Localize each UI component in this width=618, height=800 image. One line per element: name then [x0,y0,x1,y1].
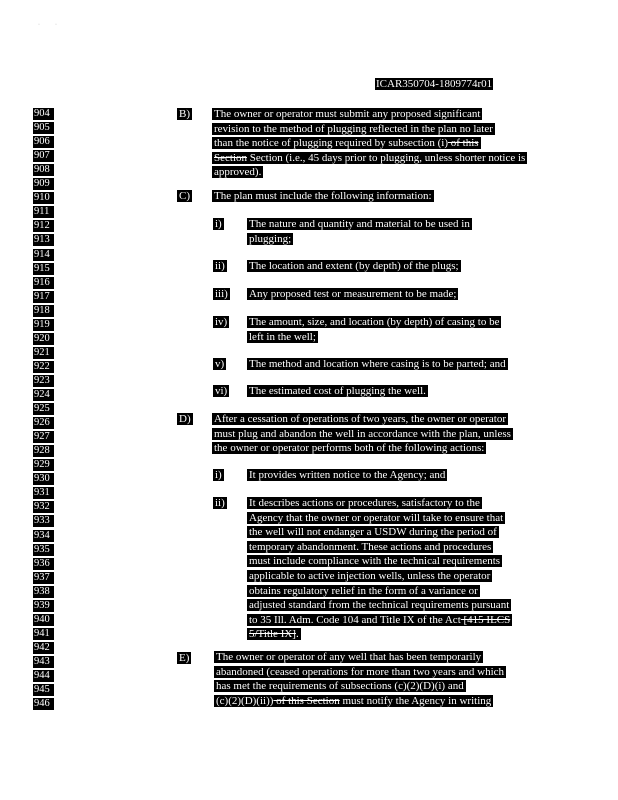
line-number: 906 [33,136,54,148]
text-line: temporary abandonment. These actions and procedures [249,540,492,553]
line-number: 945 [33,684,54,696]
struck-text: [415 ILCS [460,613,511,626]
text-line: After a cessation of operations of two years, the owner or operator [214,413,507,425]
line-number: 923 [33,375,54,387]
line-number: 908 [33,164,54,176]
line-number: 924 [33,389,54,401]
line-number: 922 [33,361,54,373]
section-c-item-ii [247,259,461,274]
struck-text: of this Section [273,694,340,707]
line-number: 916 [33,277,54,289]
line-number: 944 [33,670,54,682]
text-line: The owner or operator must submit any proposed significant [214,108,481,120]
text-line: adjusted standard from the technical requirements pursuant [249,599,510,612]
text-line: It provides written notice to the Agency; and [249,469,446,481]
struck-text: Section [214,151,247,164]
line-number: 925 [33,403,54,415]
text-line: plugging; [249,232,292,245]
line-number: 941 [33,628,54,640]
scan-speck: · · [38,22,57,28]
struck-text: 5/Title IX] [249,628,296,641]
section-c-item-i [247,217,472,246]
line-number: 932 [33,501,54,513]
text-line: The plan must include the following information: [214,190,432,202]
line-number: 904 [33,108,54,120]
text-line: The nature and quantity and material to be used in [249,218,470,230]
text-line: Any proposed test or measurement to be made; [249,288,457,300]
text-line: obtains regulatory relief in the form of a variance or [249,584,478,597]
line-number: 912 [33,220,54,232]
text-line: the well will not endanger a USDW during the period of [249,526,497,539]
section-d-marker: D) [179,413,191,425]
item-marker: v) [215,358,225,370]
item-marker: ii) [215,260,225,272]
line-number: 940 [33,614,54,626]
text-line: to 35 Ill. Adm. Code 104 and Title IX of the Act [249,613,461,626]
text-line: revision to the method of plugging reflected in the plan no later [214,122,493,135]
text-line: (c)(2)(D)(ii)) [216,694,274,707]
text-line: The estimated cost of plugging the well. [249,385,426,397]
item-marker: i) [215,469,222,481]
line-number: 937 [33,572,54,584]
line-number: 928 [33,445,54,457]
line-number: 915 [33,263,54,275]
line-number: 933 [33,515,54,527]
text-line: Agency that the owner or operator will take to ensure that [249,511,504,524]
text-line: than the notice of plugging required by subsection (i) [214,137,448,150]
text-line: The amount, size, and location (by depth) of casing to be [249,316,500,328]
line-number: 920 [33,333,54,345]
item-marker: vi) [215,385,228,397]
line-number: 934 [33,530,54,542]
text-line: The location and extent (by depth) of the plugs; [249,260,459,272]
line-number: 917 [33,291,54,303]
line-number: 943 [33,656,54,668]
section-d-item-i [247,468,447,483]
line-number: 921 [33,347,54,359]
item-marker: iv) [215,316,228,328]
line-number: 926 [33,417,54,429]
text-line: must notify the Agency in writing [339,694,492,707]
line-number: 930 [33,473,54,485]
item-marker: i) [215,218,222,230]
section-c-item-v [247,357,508,372]
line-number: 946 [33,698,54,710]
line-number: 931 [33,487,54,499]
line-number: 914 [33,249,54,261]
text-line: the owner or operator performs both of the following actions: [214,442,485,455]
section-c-marker: C) [179,190,190,202]
line-number: 918 [33,305,54,317]
text-line: must include compliance with the technical requirements [249,555,501,568]
line-number: 907 [33,150,54,162]
document-code: ICAR350704-1809774r01 [376,78,493,90]
text-line: applicable to active injection wells, unless the operator [249,569,491,582]
line-number: 936 [33,558,54,570]
line-number: 935 [33,544,54,556]
text-line: must plug and abandon the well in accordance with the plan, unless [214,427,511,440]
line-number: 938 [33,586,54,598]
text-line: . [295,628,299,641]
line-number: 919 [33,319,54,331]
line-number: 929 [33,459,54,471]
text-line: It describes actions or procedures, satisfactory to the [249,497,480,509]
struck-text: of this [448,137,479,150]
line-number: 910 [33,192,54,204]
section-e-text [214,650,506,708]
section-c-intro [212,189,434,204]
text-line: left in the well; [249,330,316,343]
text-line: The method and location where casing is to be parted; and [249,358,506,370]
section-d-item-ii [247,496,512,642]
section-d-text [212,412,513,456]
line-number: 909 [33,178,54,190]
section-b-marker: B) [179,108,190,120]
section-b-text [212,107,527,180]
item-marker: ii) [215,497,225,509]
line-number: 927 [33,431,54,443]
text-line: approved). [214,166,262,179]
line-number: 939 [33,600,54,612]
line-number: 911 [33,206,54,218]
section-e-marker: E) [179,652,190,664]
section-c-item-iii [247,287,458,302]
text-line: has met the requirements of subsections (c)(2)(D)(i) and [216,680,464,693]
text-line: abandoned (ceased operations for more than two years and which [216,665,505,678]
item-marker: iii) [215,288,228,300]
text-line: The owner or operator of any well that has been temporarily [216,651,482,663]
line-number: 942 [33,642,54,654]
section-c-item-iv [247,315,501,344]
line-number: 905 [33,122,54,134]
section-c-item-vi [247,384,428,399]
text-line: Section (i.e., 45 days prior to plugging, unless shorter notice is [247,151,526,164]
line-number: 913 [33,234,54,246]
